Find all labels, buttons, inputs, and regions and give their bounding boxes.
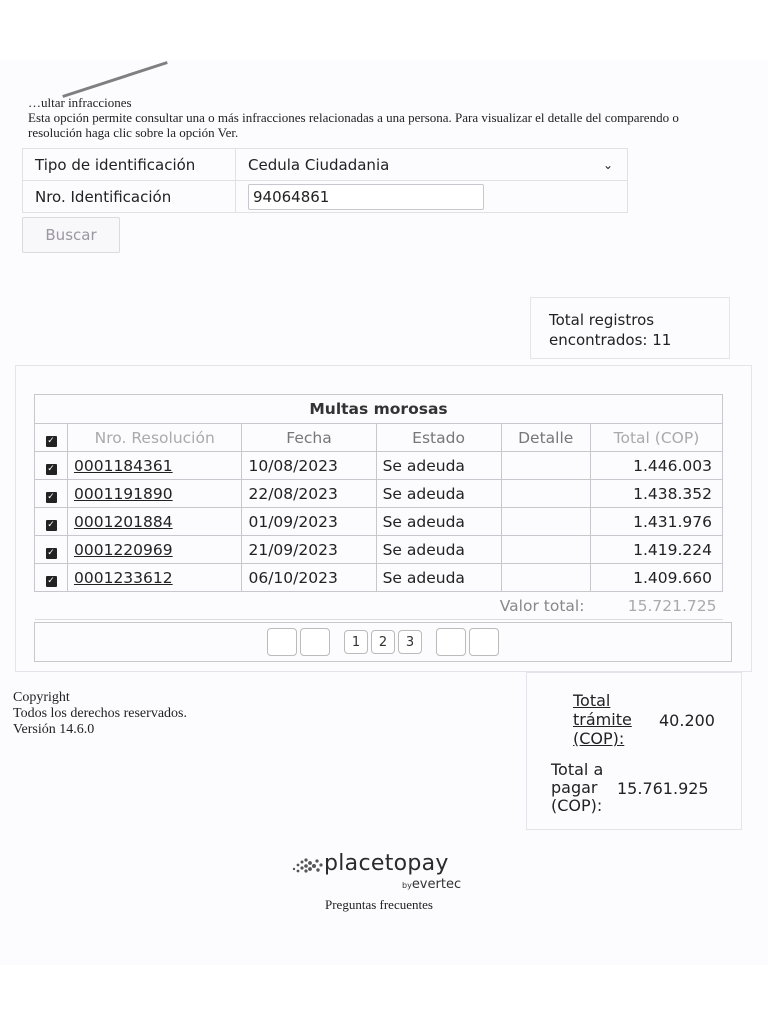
id-type-label: Tipo de identificación [23,149,236,181]
row-status: Se adeuda [376,564,501,592]
overdue-fines-table [34,394,723,620]
col-resolution[interactable]: Nro. Resolución [68,424,242,452]
row-detail [501,452,590,480]
row-checkbox[interactable]: ✓ [35,452,68,480]
valor-total-value: 15.721.725 [590,592,722,620]
first-page-button[interactable] [267,628,297,656]
pagar-value: 15.761.925 [617,779,709,798]
last-page-button[interactable] [469,628,499,656]
row-date: 22/08/2023 [242,480,376,508]
row-status: Se adeuda [376,508,501,536]
search-button[interactable]: Buscar [22,217,120,253]
intro-description: Esta opción permite consultar una o más infracciones relacionadas a una persona. Para visualizar el detalle del comparendo o resolución haga clic sobre la opción Ver. [28,110,679,140]
page-2-button[interactable]: 2 [371,630,395,654]
logo-company-name: evertec [411,877,462,892]
pen-mark [62,61,168,98]
tramite-label[interactable]: Total trámite (COP): [573,691,632,748]
table-row [35,536,723,564]
resolution-link[interactable]: 0001184361 [74,456,173,475]
logo-brand: placetopay [324,851,449,876]
id-type-value: Cedula Ciudadania [248,155,390,174]
table-row [35,480,723,508]
total-records-value: 11 [652,331,672,349]
row-detail [501,536,590,564]
col-status[interactable]: Estado [376,424,501,452]
previous-page-button[interactable] [300,628,330,656]
resolution-link[interactable]: 0001220969 [74,540,173,559]
row-checkbox[interactable]: ✓ [35,508,68,536]
row-date: 01/09/2023 [242,508,376,536]
row-total: 1.431.976 [590,508,722,536]
row-checkbox[interactable]: ✓ [35,536,68,564]
logo-dots-icon [290,855,324,875]
section-title: …ultar infracciones [28,95,132,110]
resolution-link-cell [68,452,242,480]
col-detail: Detalle [501,424,590,452]
table-row [35,452,723,480]
page-1-button[interactable]: 1 [344,630,368,654]
select-all-checkbox[interactable]: ✓ [35,424,68,452]
col-date[interactable]: Fecha [242,424,376,452]
row-date: 06/10/2023 [242,564,376,592]
footer-copyright [13,690,187,738]
faq-link[interactable]: Preguntas frecuentes [325,897,433,912]
row-checkbox[interactable]: ✓ [35,480,68,508]
row-detail [501,508,590,536]
resolution-link-cell [68,536,242,564]
next-page-button[interactable] [436,628,466,656]
total-records-box [530,297,730,359]
table-row [35,564,723,592]
grand-total-row [35,592,723,620]
resolution-link-cell [68,480,242,508]
logo-company [402,877,461,892]
rights-text: Todos los derechos reservados. [13,706,187,721]
id-number-label: Nro. Identificación [23,181,236,213]
row-detail [501,480,590,508]
resolution-link[interactable]: 0001201884 [74,512,173,531]
page-top-margin [0,0,768,60]
row-checkbox[interactable]: ✓ [35,564,68,592]
page-3-button[interactable]: 3 [398,630,422,654]
table-row [35,508,723,536]
logo-by: by [402,881,412,890]
row-total: 1.419.224 [590,536,722,564]
resolution-link[interactable]: 0001191890 [74,484,173,503]
col-total[interactable]: Total (COP) [590,424,722,452]
payment-totals-box [526,672,742,830]
row-total: 1.409.660 [590,564,722,592]
row-status: Se adeuda [376,480,501,508]
row-date: 21/09/2023 [242,536,376,564]
copyright-text: Copyright [13,690,70,705]
id-number-input[interactable] [248,184,484,210]
placetopay-logo [290,853,490,893]
id-number-cell [236,181,628,213]
table-caption: Multas morosas [35,395,723,424]
row-total: 1.438.352 [590,480,722,508]
id-type-select[interactable] [236,149,628,181]
row-total: 1.446.003 [590,452,722,480]
row-detail [501,564,590,592]
total-records-label: Total registros encontrados: [549,311,655,349]
pagination [34,622,732,662]
version-text: Versión 14.6.0 [13,722,95,737]
resolution-link-cell [68,508,242,536]
row-date: 10/08/2023 [242,452,376,480]
valor-total-label: Valor total: [35,592,591,620]
resolution-link-cell [68,564,242,592]
identification-form [22,148,628,213]
pagar-label: Total a pagar (COP): [551,760,604,815]
resolution-link[interactable]: 0001233612 [74,568,173,587]
tramite-value: 40.200 [659,711,715,730]
row-status: Se adeuda [376,536,501,564]
row-status: Se adeuda [376,452,501,480]
page-bottom-margin [0,965,768,1024]
chevron-down-icon: ⌄ [602,157,613,172]
